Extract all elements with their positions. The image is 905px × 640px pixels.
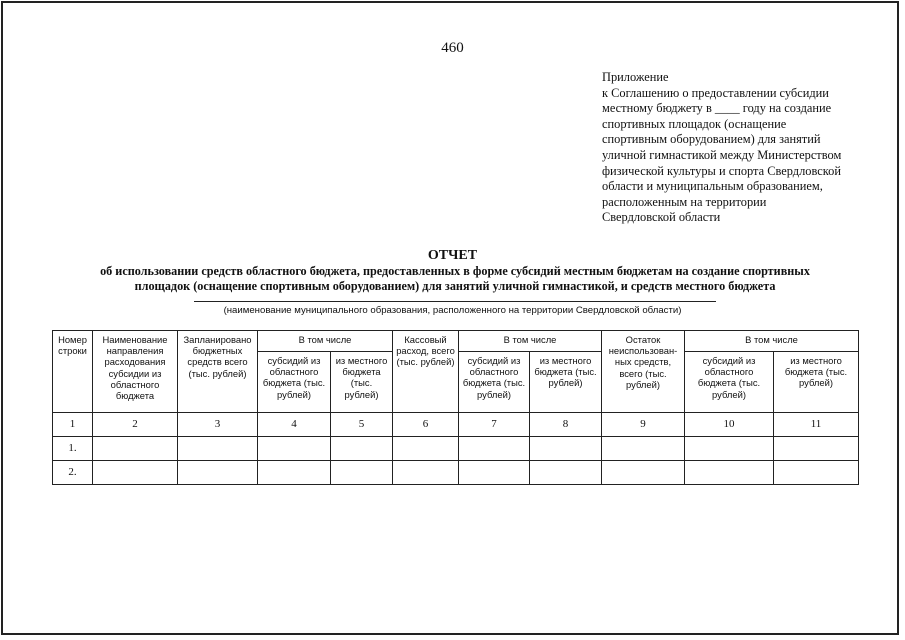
table-cell[interactable] — [331, 437, 393, 461]
table-cell[interactable] — [258, 437, 331, 461]
column-number: 10 — [685, 413, 774, 437]
table-cell[interactable] — [530, 437, 602, 461]
header-cash-regional: субсидий из областного бюджета (тыс. рублей) — [459, 352, 530, 413]
column-number: 3 — [178, 413, 258, 437]
report-subtitle-line: площадок (оснащение спортивным оборудованием) для занятий уличной гимнастикой, и средств местного бюджета — [134, 279, 776, 293]
table-cell[interactable] — [178, 437, 258, 461]
table-cell[interactable] — [602, 437, 685, 461]
row-number: 2. — [53, 461, 93, 485]
header-row — [53, 331, 859, 352]
column-number: 6 — [393, 413, 459, 437]
table-row — [53, 461, 859, 485]
appendix-line: Приложение — [602, 70, 669, 84]
table-cell[interactable] — [459, 461, 530, 485]
header-direction: Наименование направления расходования субсидии из областного бюджета — [93, 331, 178, 413]
appendix-line: области и муниципальным образованием, — [602, 179, 823, 194]
appendix-line: спортивным оборудованием) для занятий — [602, 132, 821, 147]
table-cell[interactable] — [530, 461, 602, 485]
municipality-blank-line — [194, 301, 716, 302]
column-number: 2 — [93, 413, 178, 437]
table-cell[interactable] — [393, 461, 459, 485]
appendix-line: местному бюджету в ____ году на создание — [602, 101, 832, 116]
report-subtitle-line: об использовании средств областного бюджета, предоставленных в форме субсидий местным бюджетам на создание спортивных — [100, 264, 810, 278]
report-table — [52, 330, 859, 485]
table-cell[interactable] — [602, 461, 685, 485]
column-number-row — [53, 413, 859, 437]
table-cell[interactable] — [685, 437, 774, 461]
header-planned: Запланировано бюджетных средств всего (тыс. рублей) — [178, 331, 258, 413]
column-number: 9 — [602, 413, 685, 437]
column-number: 8 — [530, 413, 602, 437]
column-number: 11 — [774, 413, 859, 437]
table-cell[interactable] — [93, 437, 178, 461]
header-row-number: Номер строки — [53, 331, 93, 413]
table-row — [53, 437, 859, 461]
header-remaining-regional: субсидий из областного бюджета (тыс. рублей) — [685, 352, 774, 413]
header-remaining: Остаток неиспользован-ных средств, всего (тыс. рублей) — [602, 331, 685, 413]
appendix-note — [602, 70, 882, 226]
appendix-line: уличной гимнастикой между Министерством — [602, 147, 842, 162]
table-cell[interactable] — [774, 437, 859, 461]
column-number: 4 — [258, 413, 331, 437]
table-cell[interactable] — [258, 461, 331, 485]
row-number: 1. — [53, 437, 93, 461]
header-cash-local: из местного бюджета (тыс. рублей) — [530, 352, 602, 413]
page-number: 460 — [441, 40, 464, 56]
header-remaining-local: из местного бюджета (тыс. рублей) — [774, 352, 859, 413]
column-number: 7 — [459, 413, 530, 437]
header-including: В том числе — [459, 331, 602, 352]
appendix-line: физической культуры и спорта Свердловской — [602, 163, 841, 178]
appendix-line: расположенным на территории — [602, 194, 767, 209]
table-cell[interactable] — [685, 461, 774, 485]
header-including: В том числе — [685, 331, 859, 352]
table-cell[interactable] — [93, 461, 178, 485]
header-including: В том числе — [258, 331, 393, 352]
report-title: ОТЧЕТ — [427, 248, 478, 263]
header-planned-regional: субсидий из областного бюджета (тыс. рублей) — [258, 352, 331, 413]
appendix-line: Свердловской области — [602, 210, 721, 225]
table-cell[interactable] — [178, 461, 258, 485]
table-cell[interactable] — [393, 437, 459, 461]
table-cell[interactable] — [774, 461, 859, 485]
appendix-line: спортивных площадок (оснащение — [602, 116, 787, 131]
column-number: 1 — [53, 413, 93, 437]
header-planned-local: из местного бюджета (тыс. рублей) — [331, 352, 393, 413]
municipality-caption: (наименование муниципального образования, расположенного на территории Свердловской области) — [223, 305, 682, 316]
table-cell[interactable] — [459, 437, 530, 461]
appendix-line: к Соглашению о предоставлении субсидии — [602, 85, 829, 100]
table-cell[interactable] — [331, 461, 393, 485]
report-subtitle — [60, 264, 850, 294]
header-cash: Кассовый расход, всего (тыс. рублей) — [393, 331, 459, 413]
column-number: 5 — [331, 413, 393, 437]
